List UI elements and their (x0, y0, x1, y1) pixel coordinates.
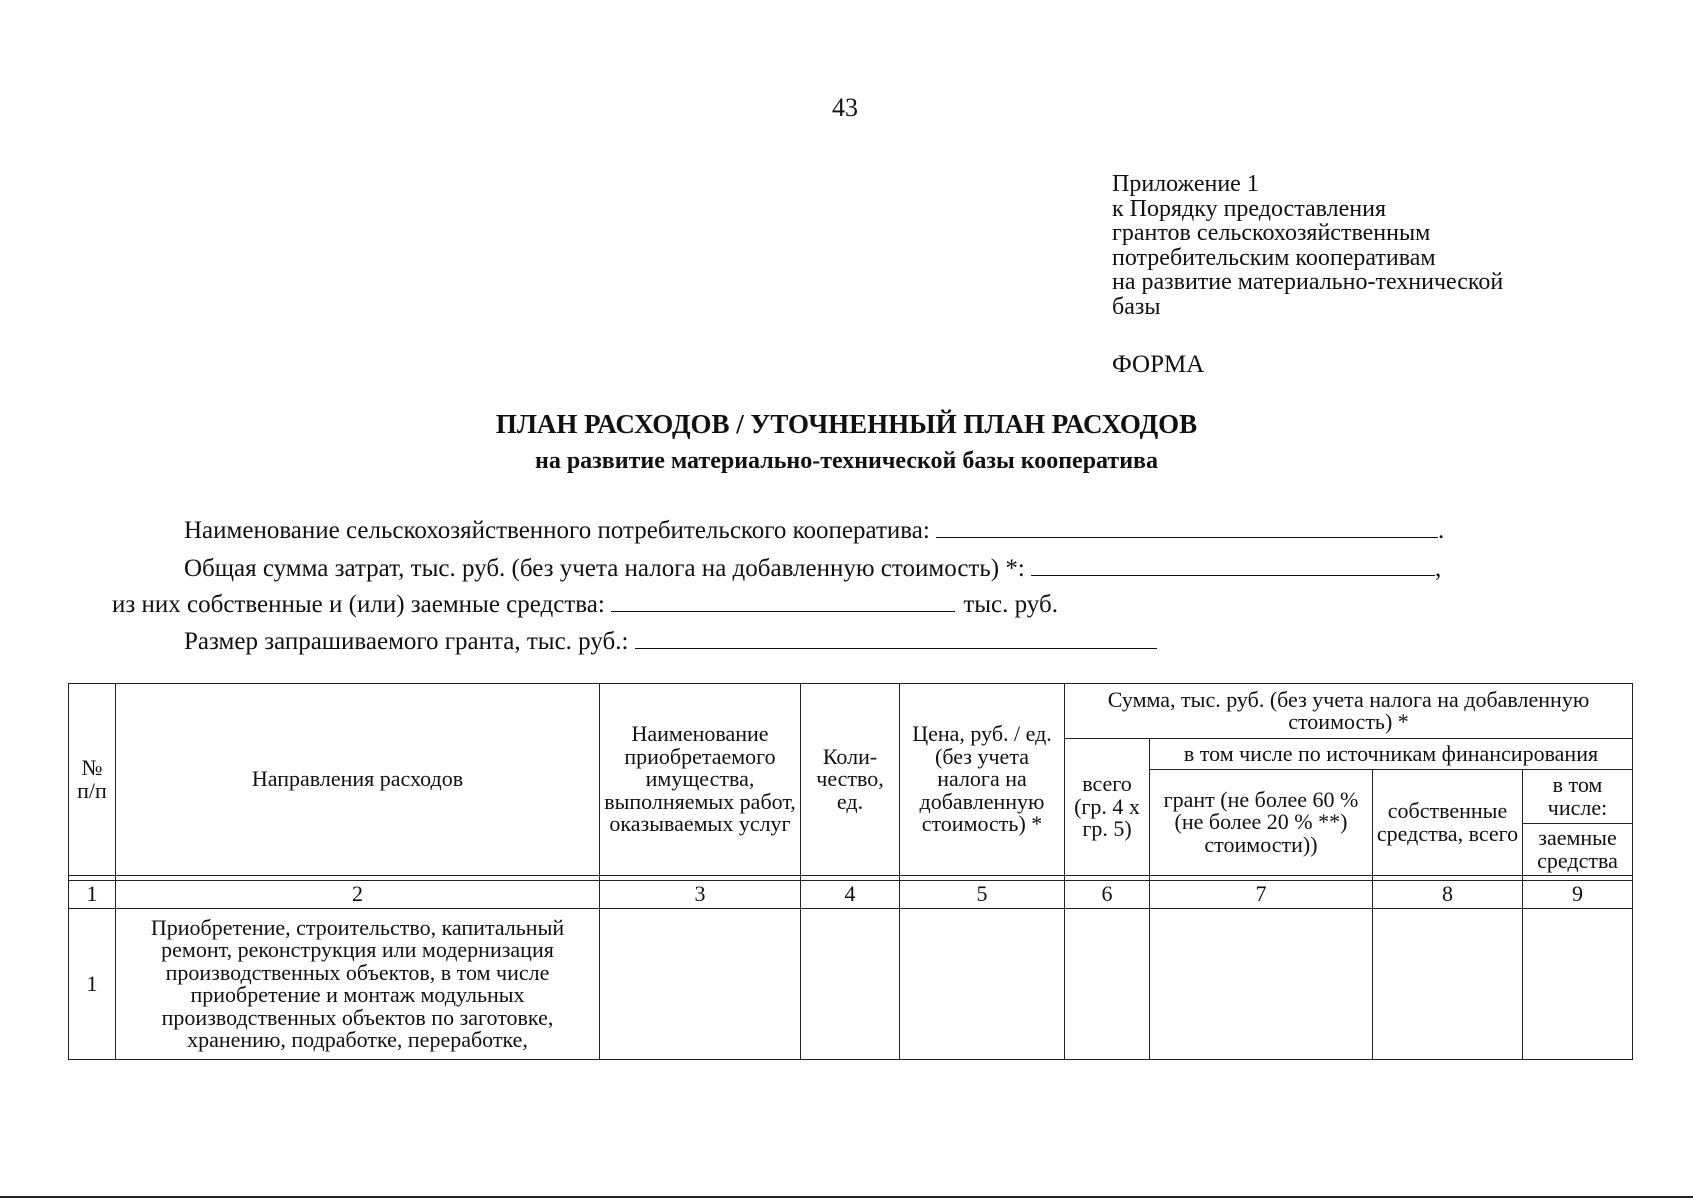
coop-name-field (184, 515, 1444, 545)
row-borrowed[interactable] (1523, 909, 1633, 1060)
header-property-name: Наименование приобретаемого имущества, выполняемых работ, оказываемых услуг (600, 684, 801, 876)
header-price: Цена, руб. / ед. (без учета налога на добавленную стоимость) * (900, 684, 1065, 876)
row-grant[interactable] (1150, 909, 1373, 1060)
page-number: 43 (832, 93, 858, 122)
header-own-funds: собственные средства, всего (1373, 770, 1523, 876)
row-direction: Приобретение, строительство, капитальный ремонт, реконструкция или модернизация производственных объектов, в том числе приобретение и монтаж модульных производственных объектов по заготовке, хранению, подработке, переработке, (116, 909, 600, 1060)
document-subtitle: на развитие материально-технической базы кооператива (534, 448, 1158, 474)
header-incl: в том числе: (1523, 770, 1633, 824)
header-quantity: Коли-чество, ед. (801, 684, 900, 876)
appendix-line: базы (1112, 293, 1161, 320)
column-number: 2 (116, 881, 600, 909)
row-price[interactable] (900, 909, 1065, 1060)
column-number: 5 (900, 881, 1065, 909)
grant-size-field (184, 626, 1157, 656)
appendix-line: потребительским кооперативам (1112, 244, 1436, 271)
row-property-name[interactable] (600, 909, 801, 1060)
total-cost-blank[interactable] (1031, 553, 1435, 576)
header-sources-group: в том числе по источникам финансирования (1150, 739, 1633, 770)
appendix-line: Приложение 1 (1112, 171, 1259, 197)
own-funds-blank[interactable] (611, 589, 955, 612)
expense-plan-table (68, 683, 1633, 1060)
row-own-funds[interactable] (1373, 909, 1523, 1060)
total-cost-label: Общая сумма затрат, тыс. руб. (без учета налога на добавленную стоимость) *: (184, 555, 1025, 582)
own-funds-unit: тыс. руб. (963, 591, 1058, 618)
row-total[interactable] (1065, 909, 1150, 1060)
grant-size-label: Размер запрашиваемого гранта, тыс. руб.: (184, 628, 629, 655)
table-row (69, 909, 1633, 1060)
appendix-line: на развитие материально-технической (1112, 269, 1504, 295)
appendix-line: к Порядку предоставления (1112, 195, 1387, 222)
coop-name-label: Наименование сельскохозяйственного потребительского кооператива: (184, 517, 930, 544)
column-number: 1 (69, 881, 116, 909)
column-number: 6 (1065, 881, 1150, 909)
header-borrowed: заемные средства (1523, 824, 1633, 876)
column-number: 8 (1373, 881, 1523, 909)
coop-name-blank[interactable] (936, 515, 1438, 538)
page-edge-rule (0, 1196, 1693, 1198)
document-title: ПЛАН РАСХОДОВ / УТОЧНЕННЫЙ ПЛАН РАСХОДОВ (495, 409, 1198, 439)
form-label: ФОРМА (1112, 351, 1205, 378)
appendix-block (1112, 172, 1503, 319)
column-number: 3 (600, 881, 801, 909)
grant-size-blank[interactable] (635, 626, 1157, 649)
header-total: всего (гр. 4 х гр. 5) (1065, 739, 1150, 876)
column-number: 7 (1150, 881, 1373, 909)
coop-name-end: . (1438, 517, 1445, 544)
own-funds-label: из них собственные и (или) заемные средства: (112, 591, 605, 618)
appendix-line: грантов сельскохозяйственным (1112, 220, 1431, 246)
header-sum-group: Сумма, тыс. руб. (без учета налога на добавленную стоимость) * (1065, 684, 1633, 739)
column-number: 4 (801, 881, 900, 909)
column-number: 9 (1523, 881, 1633, 909)
row-quantity[interactable] (801, 909, 900, 1060)
total-cost-end: , (1435, 555, 1442, 582)
own-funds-field (112, 589, 1058, 619)
total-cost-field (184, 553, 1441, 583)
header-grant: грант (не более 60 % (не более 20 % **) стоимости)) (1150, 770, 1373, 876)
header-num: № п/п (69, 684, 116, 876)
header-direction: Направления расходов (116, 684, 600, 876)
row-num: 1 (69, 909, 116, 1060)
